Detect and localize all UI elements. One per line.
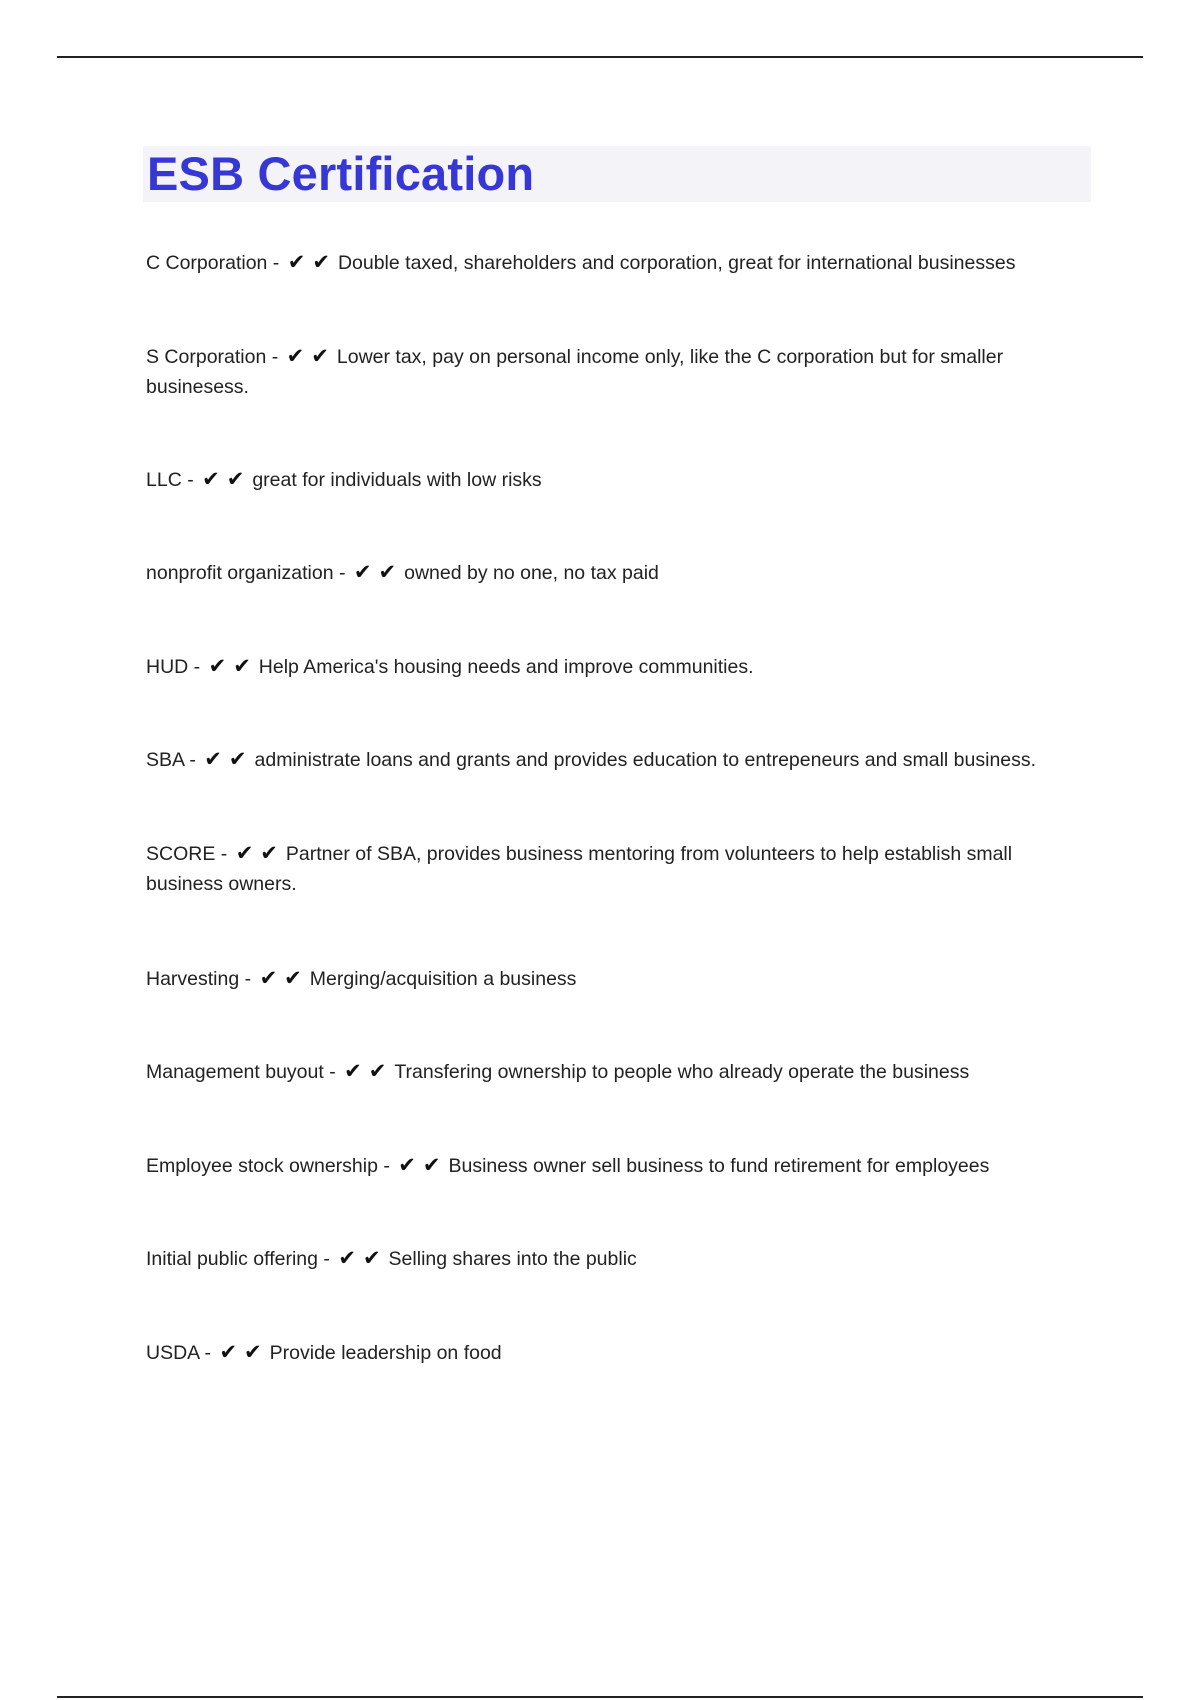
entry-separator: - [183,749,202,771]
double-check-icon: ✔✔ [208,654,258,678]
entry-definition: Business owner sell business to fund retirement for employees [448,1155,990,1177]
double-check-icon: ✔✔ [287,250,337,274]
double-check-icon: ✔✔ [219,1340,269,1364]
entry-separator: - [323,1061,342,1083]
definition-entry [146,341,1086,402]
entry-term: Initial public offering [146,1248,318,1270]
entry-definition: Provide leadership on food [269,1342,502,1364]
entry-term: Employee stock ownership [146,1155,378,1177]
entry-separator: - [215,843,233,865]
entry-separator: - [377,1155,396,1177]
double-check-icon: ✔✔ [259,966,309,990]
entry-definition: Double taxed, shareholders and corporation, great for international businesses [337,252,1016,274]
entry-term: S Corporation [146,346,267,368]
entry-term: LLC [146,469,182,491]
entry-separator: - [318,1248,336,1270]
definition-entry [146,247,1086,278]
entry-term: SCORE [146,843,216,865]
entry-separator: - [181,469,200,491]
definition-entry [146,1243,1086,1274]
definition-entry [146,557,1086,588]
definition-entry [146,744,1086,775]
definition-entry [146,963,1086,994]
document-title: ESB Certification [147,147,535,200]
entry-definition: owned by no one, no tax paid [404,562,659,584]
double-check-icon: ✔✔ [202,467,252,491]
entry-separator: - [239,968,257,990]
definition-entry [146,464,1086,495]
entry-term: Harvesting [146,968,240,990]
double-check-icon: ✔✔ [344,1059,394,1083]
entry-definition: Help America's housing needs and improve communities. [258,656,754,678]
entry-definition: administrate loans and grants and provides education to entrepeneurs and small business. [254,749,1037,771]
entry-definition: great for individuals with low risks [252,469,542,491]
title-bar [143,146,1091,202]
definition-entry [146,1056,1086,1087]
entry-definition: Transfering ownership to people who already operate the business [394,1061,970,1083]
definition-entry [146,1150,1086,1181]
double-check-icon: ✔✔ [204,747,254,771]
double-check-icon: ✔✔ [286,344,336,368]
definition-entry [146,1337,1086,1368]
entry-term: nonprofit organization [146,562,334,584]
entry-separator: - [188,656,206,678]
entry-term: HUD [146,656,189,678]
entry-definition: Partner of SBA, provides business mentoring from volunteers to help establish small business owners. [146,843,1013,895]
entry-separator: - [199,1342,217,1364]
entry-term: SBA [146,749,184,771]
definition-entry [146,838,1086,899]
entry-separator: - [266,346,284,368]
entry-definition: Lower tax, pay on personal income only, like the C corporation but for smaller businesess. [146,346,1004,398]
double-check-icon: ✔✔ [338,1246,388,1270]
entry-separator: - [333,562,351,584]
entry-definition: Merging/acquisition a business [309,968,577,990]
entry-definition: Selling shares into the public [388,1248,637,1270]
double-check-icon: ✔✔ [353,560,404,584]
double-check-icon: ✔✔ [235,841,285,865]
bottom-rule [57,1696,1143,1698]
double-check-icon: ✔✔ [398,1153,448,1177]
entry-term: Management buyout [146,1061,324,1083]
entry-term: C Corporation [146,252,268,274]
entry-separator: - [267,252,285,274]
definition-entry [146,651,1086,682]
entry-term: USDA [146,1342,200,1364]
top-rule [57,56,1143,58]
